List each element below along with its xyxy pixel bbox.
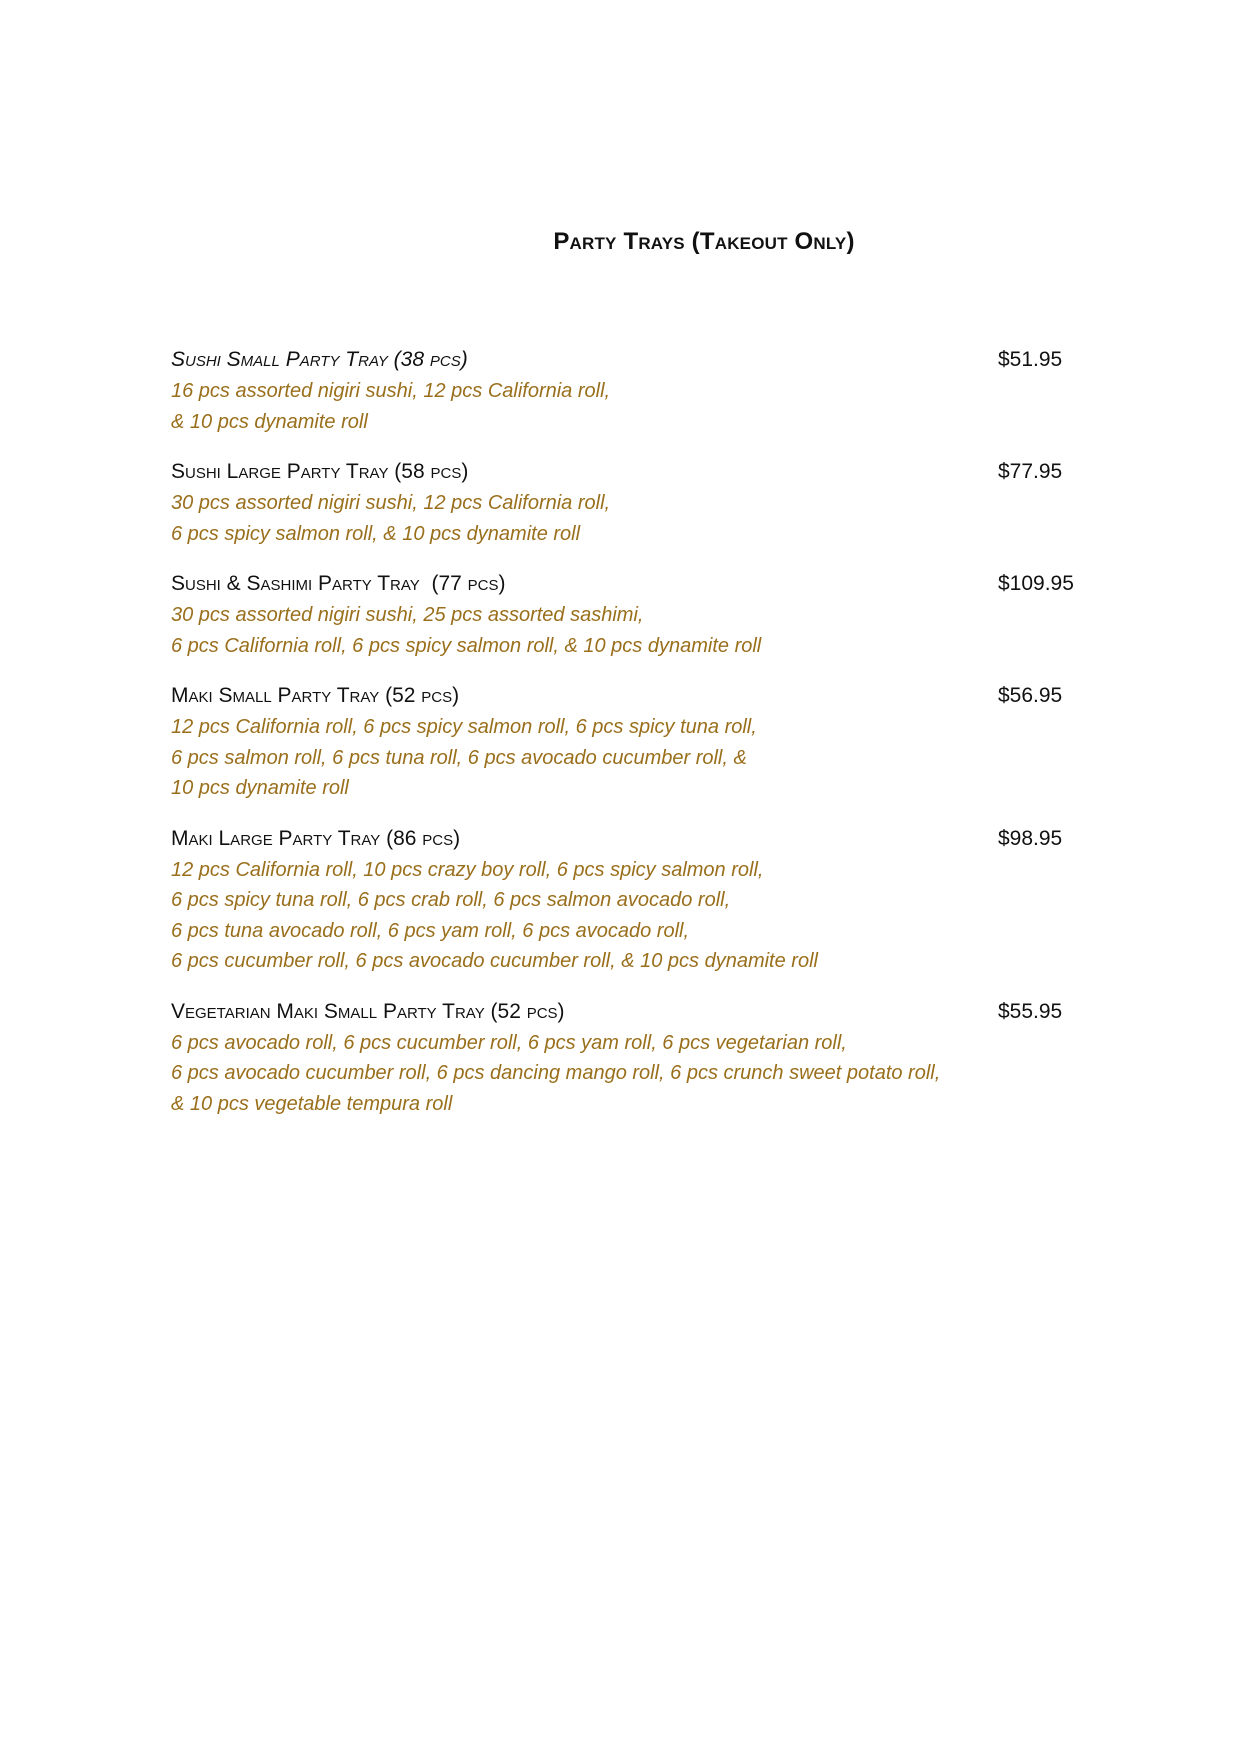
menu-item	[171, 680, 1101, 804]
description-line: 12 pcs California roll, 10 pcs crazy boy roll, 6 pcs spicy salmon roll,	[171, 858, 764, 881]
description-line: & 10 pcs dynamite roll	[171, 410, 368, 433]
description-line: 6 pcs tuna avocado roll, 6 pcs yam roll, 6 pcs avocado roll,	[171, 919, 690, 942]
item-name: Sushi Small Party Tray (38 pcs)	[171, 348, 468, 371]
item-name: Vegetarian Maki Small Party Tray (52 pcs)	[171, 999, 565, 1023]
menu-item	[171, 823, 1101, 977]
item-header	[171, 344, 1101, 376]
item-price: $77.95	[998, 460, 1063, 483]
item-header	[171, 680, 1101, 712]
menu-item	[171, 344, 1101, 437]
item-header	[171, 456, 1101, 488]
item-description	[171, 488, 1101, 549]
description-line: 6 pcs spicy salmon roll, & 10 pcs dynamite roll	[171, 522, 581, 545]
menu-item	[171, 456, 1101, 549]
menu-list	[171, 344, 1101, 1138]
item-price: $51.95	[998, 348, 1063, 371]
item-description	[171, 600, 1101, 661]
item-name: Maki Large Party Tray (86 pcs)	[171, 826, 461, 850]
item-name: Sushi & Sashimi Party Tray (77 pcs)	[171, 572, 506, 595]
menu-item	[171, 568, 1101, 661]
item-description	[171, 855, 1101, 977]
description-line: 16 pcs assorted nigiri sushi, 12 pcs California roll,	[171, 380, 611, 402]
description-line: 6 pcs spicy tuna roll, 6 pcs crab roll, 6 pcs salmon avocado roll,	[171, 889, 731, 911]
item-price: $55.95	[998, 999, 1063, 1023]
description-line: 12 pcs California roll, 6 pcs spicy salmon roll, 6 pcs spicy tuna roll,	[171, 716, 757, 738]
description-line: 6 pcs salmon roll, 6 pcs tuna roll, 6 pcs avocado cucumber roll, &	[171, 746, 747, 769]
item-description	[171, 1028, 1101, 1120]
description-line: 6 pcs avocado roll, 6 pcs cucumber roll, 6 pcs yam roll, 6 pcs vegetarian roll,	[171, 1031, 847, 1054]
item-description	[171, 376, 1101, 437]
menu-item	[171, 996, 1101, 1120]
item-name: Maki Small Party Tray (52 pcs)	[171, 684, 460, 707]
description-line: 6 pcs California roll, 6 pcs spicy salmon roll, & 10 pcs dynamite roll	[171, 634, 762, 657]
item-description	[171, 712, 1101, 804]
description-line: 6 pcs cucumber roll, 6 pcs avocado cucumber roll, & 10 pcs dynamite roll	[171, 950, 818, 972]
item-price: $109.95	[998, 572, 1074, 595]
description-line: 30 pcs assorted nigiri sushi, 12 pcs California roll,	[171, 492, 611, 514]
item-price: $98.95	[998, 826, 1063, 850]
item-price: $56.95	[998, 684, 1063, 707]
description-line: 10 pcs dynamite roll	[171, 777, 349, 799]
item-header	[171, 568, 1101, 600]
item-header	[171, 996, 1101, 1028]
description-line: & 10 pcs vegetable tempura roll	[171, 1092, 453, 1115]
description-line: 30 pcs assorted nigiri sushi, 25 pcs assorted sashimi,	[171, 604, 644, 626]
item-header	[171, 823, 1101, 855]
page-title: Party Trays (Takeout Only)	[553, 228, 855, 255]
description-line: 6 pcs avocado cucumber roll, 6 pcs dancing mango roll, 6 pcs crunch sweet potato roll,	[171, 1062, 941, 1084]
item-name: Sushi Large Party Tray (58 pcs)	[171, 460, 469, 483]
